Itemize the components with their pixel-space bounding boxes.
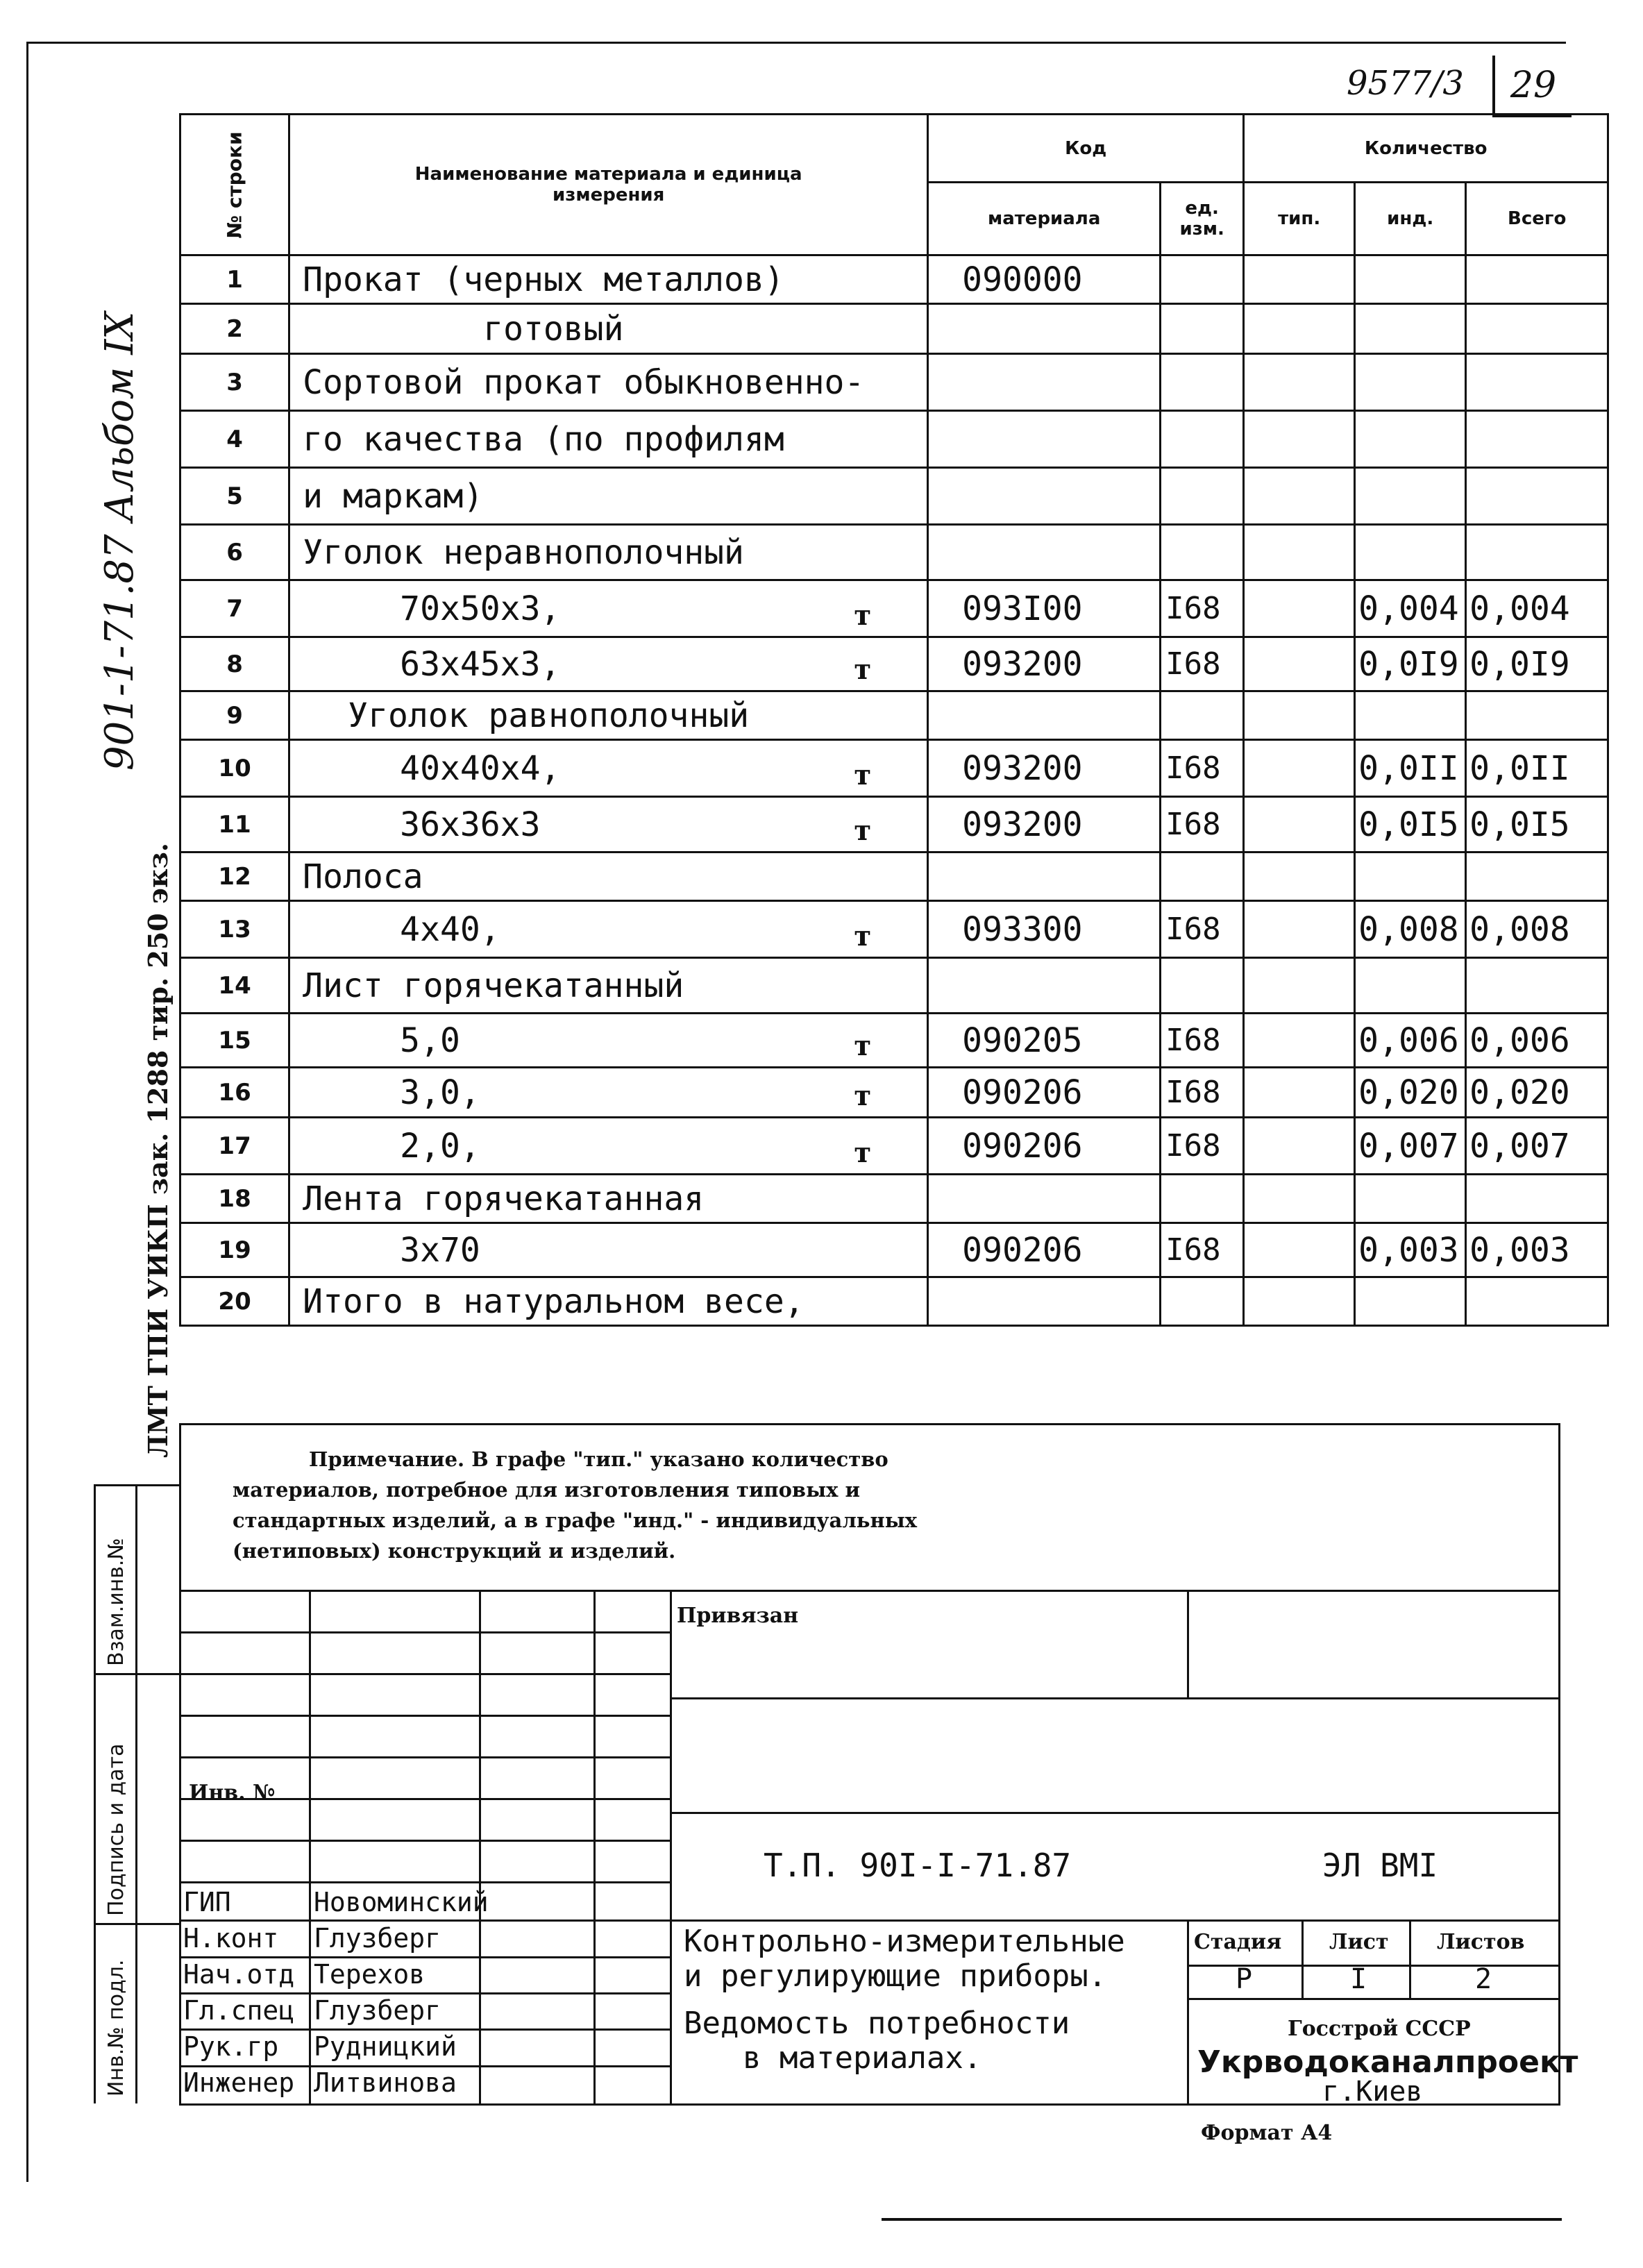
material-code-cell [928,1277,1161,1326]
unit-code-cell [1161,958,1244,1014]
material-name: 40х40х4, [400,748,561,788]
qty-total-cell [1466,304,1608,354]
signatory-name: Литвинова [314,2067,457,2098]
material-name-cell [289,637,928,691]
strip-line [94,1673,179,1675]
archive-stamp: ЛМТ ГПИ УИКП зак. 1288 тир. 250 экз. [142,843,174,1458]
qty-total-cell [1466,958,1608,1014]
tb-line [1187,1590,1189,1697]
qty-total-cell: 0,0I5 [1466,797,1608,852]
material-name-cell [289,852,928,901]
tb-line [1187,1920,1189,2103]
qty-ind-cell: 0,0II [1355,740,1466,797]
unit-code-cell: I68 [1161,1118,1244,1175]
block-line [1558,1423,1560,2103]
material-name-cell [289,1118,928,1175]
tb-line [179,2028,670,2031]
unit-code-cell: I68 [1161,740,1244,797]
row-number-cell: 2 [180,304,289,354]
header-row-no: № строки [180,115,289,255]
unit-label: т [854,653,872,686]
signatory-role: Инженер [183,2067,295,2098]
block-line [179,1423,181,2103]
qty-total-cell: 0,003 [1466,1223,1608,1277]
unit-code-cell: I68 [1161,797,1244,852]
table-row [180,411,1622,468]
material-code-cell: 090206 [928,1223,1161,1277]
tb-line [670,1590,672,2103]
qty-total-cell [1466,354,1608,411]
material-name-cell [289,1175,928,1223]
table-row [180,958,1622,1014]
qty-total-cell [1466,525,1608,580]
row-number-cell: 5 [180,468,289,525]
unit-label: т [854,599,872,632]
note-line: стандартных изделий, а в графе "инд." - индивидуальных [233,1509,918,1532]
doc-subtitle-line: в материалах. [743,2040,982,2076]
qty-total-cell [1466,255,1608,304]
tb-line [179,1715,670,1717]
qty-total-cell: 0,020 [1466,1068,1608,1118]
unit-label: т [854,920,872,952]
stage-value: Р [1236,1963,1253,1995]
qty-ind-cell [1355,525,1466,580]
table-row [180,691,1622,740]
qty-ind-cell: 0,0I9 [1355,637,1466,691]
unit-label: т [854,1080,872,1112]
tb-line [670,1812,1560,1814]
sheet-number: 9577/3 [1347,64,1464,103]
qty-ind-cell [1355,1175,1466,1223]
signatory-role: Рук.гр [183,2031,279,2062]
material-name: 5,0 [400,1020,460,1060]
qty-total-cell: 0,006 [1466,1014,1608,1068]
tb-line [670,1697,1560,1699]
strip-line [94,1923,179,1925]
qty-ind-cell [1355,304,1466,354]
page-number: 29 [1492,56,1572,117]
unit-code-cell: I68 [1161,1223,1244,1277]
qty-total-cell: 0,008 [1466,901,1608,958]
material-code-cell: 090000 [928,255,1161,304]
material-code-cell [928,1175,1161,1223]
strip-line [135,1484,137,2103]
signatory-name: Глузберг [314,1923,441,1954]
header-qty-typ: тип. [1244,183,1355,255]
doc-mark: ЭЛ ВМI [1322,1847,1438,1884]
doc-subtitle-line: Ведомость потребности [684,2006,1070,2041]
sheets-label: Листов [1437,1930,1525,1954]
doc-title-line: Контрольно-измерительные [684,1924,1125,1959]
material-name: 3х70 [400,1230,480,1270]
unit-code-cell: I68 [1161,901,1244,958]
replace-inv-label: Взам.инв.№ [104,1538,128,1666]
format-label: Формат А4 [1201,2121,1333,2145]
doc-code: Т.П. 90I-I-71.87 [764,1847,1072,1884]
sheets-value: 2 [1475,1963,1492,1995]
material-name: Сортовой прокат обыкновенно- [303,362,865,402]
qty-ind-cell [1355,255,1466,304]
tb-line [179,1881,670,1883]
header-name: Наименование материала и единица измерения [289,115,928,255]
table-row [180,580,1622,637]
qty-typ-cell [1244,852,1355,901]
material-name-cell [289,580,928,637]
material-name-cell [289,1068,928,1118]
materials-table [179,113,1622,1327]
table-row [180,1014,1622,1068]
material-name-cell [289,1277,928,1326]
material-name: Прокат (черных металлов) [303,260,784,299]
qty-ind-cell: 0,004 [1355,580,1466,637]
tb-line [1301,1920,1304,1998]
material-name-cell [289,1014,928,1068]
tb-line [179,1920,670,1922]
tb-line [179,1956,670,1958]
material-name: Уголок равнополочный [348,696,750,735]
doc-subtitle [684,2006,1070,2076]
signatory-role: Н.конт [183,1923,279,1954]
material-name: 63х45х3, [400,644,561,684]
material-name-cell [289,468,928,525]
qty-typ-cell [1244,740,1355,797]
qty-ind-cell [1355,852,1466,901]
material-name: 70х50х3, [400,589,561,628]
material-code-cell [928,958,1161,1014]
material-name: 2,0, [400,1126,480,1166]
material-name-cell [289,255,928,304]
material-code-cell [928,468,1161,525]
table-row [180,1277,1622,1326]
material-code-cell [928,411,1161,468]
qty-typ-cell [1244,1175,1355,1223]
row-number-cell: 10 [180,740,289,797]
signature-date-label: Подпись и дата [104,1743,128,1916]
tb-line [179,1631,670,1633]
row-number-cell: 12 [180,852,289,901]
qty-ind-cell: 0,007 [1355,1118,1466,1175]
material-name: го качества (по профилям [303,419,784,459]
unit-code-cell [1161,1175,1244,1223]
doc-title [684,1924,1125,1994]
material-code-cell: 090205 [928,1014,1161,1068]
tb-line [479,1590,481,2103]
qty-typ-cell [1244,1014,1355,1068]
row-number-cell: 7 [180,580,289,637]
qty-typ-cell [1244,304,1355,354]
material-name-cell [289,691,928,740]
qty-ind-cell [1355,958,1466,1014]
bottom-stroke [882,2218,1562,2221]
qty-ind-cell [1355,1277,1466,1326]
material-code-cell [928,304,1161,354]
material-name: 36х36х3 [400,805,541,844]
unit-label: т [854,1136,872,1169]
note-line: (нетиповых) конструкций и изделий. [233,1539,676,1563]
block-line [179,1590,1560,1592]
header-code-group: Код [928,115,1244,183]
tb-line [1409,1920,1411,1998]
signatory-role: ГИП [183,1887,231,1917]
qty-ind-cell: 0,008 [1355,901,1466,958]
material-name-cell [289,958,928,1014]
unit-code-cell [1161,691,1244,740]
qty-ind-cell [1355,691,1466,740]
album-label: 901-1-71.87 Альбом IX [97,311,142,771]
qty-total-cell: 0,0II [1466,740,1608,797]
row-number-cell: 20 [180,1277,289,1326]
row-number-cell: 8 [180,637,289,691]
unit-code-cell [1161,255,1244,304]
note-line: Примечание. В графе "тип." указано количество [309,1447,888,1471]
qty-typ-cell [1244,1118,1355,1175]
table-row [180,1223,1622,1277]
row-number-cell: 4 [180,411,289,468]
unit-code-cell [1161,1277,1244,1326]
qty-ind-cell [1355,411,1466,468]
unit-code-cell [1161,852,1244,901]
unit-code-cell [1161,411,1244,468]
qty-typ-cell [1244,797,1355,852]
material-name: 3,0, [400,1073,480,1112]
unit-code-cell: I68 [1161,1068,1244,1118]
row-number-cell: 9 [180,691,289,740]
qty-total-cell [1466,411,1608,468]
qty-typ-cell [1244,1068,1355,1118]
unit-label: т [854,814,872,847]
qty-total-cell [1466,1277,1608,1326]
header-code-unit: ед. изм. [1161,183,1244,255]
qty-ind-cell: 0,003 [1355,1223,1466,1277]
qty-ind-cell: 0,006 [1355,1014,1466,1068]
table-row [180,740,1622,797]
sheet-value: I [1350,1963,1367,1995]
row-number-cell: 16 [180,1068,289,1118]
material-name: Уголок неравнополочный [303,532,744,572]
unit-code-cell [1161,525,1244,580]
tb-line [179,1756,670,1758]
material-name: Лист горячекатанный [303,966,684,1005]
material-code-cell [928,691,1161,740]
material-name: Полоса [303,857,423,896]
material-code-cell [928,354,1161,411]
qty-typ-cell [1244,958,1355,1014]
material-name-cell [289,411,928,468]
unit-code-cell [1161,354,1244,411]
org-name: Укрводоканалпроект [1197,2044,1578,2080]
material-name-cell [289,740,928,797]
unit-code-cell: I68 [1161,580,1244,637]
material-code-cell [928,852,1161,901]
signatory-name: Глузберг [314,1995,441,2026]
material-name-cell [289,304,928,354]
qty-total-cell [1466,1175,1608,1223]
qty-typ-cell [1244,411,1355,468]
qty-typ-cell [1244,637,1355,691]
table-row [180,797,1622,852]
tb-line [593,1590,596,2103]
table-row [180,852,1622,901]
note [233,1444,1065,1566]
tb-line [309,1590,311,2103]
material-name: и маркам) [303,476,484,516]
tb-line [1187,1998,1560,2000]
qty-typ-cell [1244,525,1355,580]
qty-typ-cell [1244,691,1355,740]
unit-label: т [854,759,872,791]
qty-typ-cell [1244,580,1355,637]
org-parent: Госстрой СССР [1288,2017,1471,2041]
material-code-cell: 093200 [928,797,1161,852]
qty-typ-cell [1244,1223,1355,1277]
qty-typ-cell [1244,354,1355,411]
unit-label: т [854,1030,872,1062]
row-number-cell: 19 [180,1223,289,1277]
qty-total-cell: 0,0I9 [1466,637,1608,691]
unit-code-cell [1161,304,1244,354]
inv-no-label: Инв. № [189,1781,276,1805]
qty-typ-cell [1244,901,1355,958]
qty-total-cell [1466,691,1608,740]
material-name: Лента горячекатанная [303,1179,705,1218]
qty-ind-cell [1355,468,1466,525]
header-qty-ind: инд. [1355,183,1466,255]
table-row [180,525,1622,580]
tb-line [179,1673,670,1675]
material-code-cell: 093I00 [928,580,1161,637]
strip-line [94,1484,96,2103]
row-number-cell: 6 [180,525,289,580]
material-code-cell: 090206 [928,1118,1161,1175]
table-row [180,901,1622,958]
qty-total-cell [1466,468,1608,525]
table-row [180,468,1622,525]
tb-line [670,1920,1560,1922]
row-number-cell: 11 [180,797,289,852]
material-code-cell: 093300 [928,901,1161,958]
material-name-cell [289,1223,928,1277]
row-number-cell: 14 [180,958,289,1014]
qty-ind-cell: 0,020 [1355,1068,1466,1118]
material-name: готовый [483,309,624,348]
original-inv-label: Инв.№ подл. [104,1959,128,2097]
signatory-role: Нач.отд [183,1959,295,1990]
table-row [180,304,1622,354]
material-code-cell: 093200 [928,740,1161,797]
material-name-cell [289,901,928,958]
material-name-cell [289,525,928,580]
unit-code-cell [1161,468,1244,525]
stage-label: Стадия [1194,1930,1282,1954]
row-number-cell: 15 [180,1014,289,1068]
qty-typ-cell [1244,468,1355,525]
table-row [180,255,1622,304]
row-number-cell: 18 [180,1175,289,1223]
qty-total-cell: 0,004 [1466,580,1608,637]
sheet-label: Лист [1329,1930,1389,1954]
signatory-name: Новоминский [314,1887,489,1917]
header-code-material: материала [928,183,1161,255]
tb-line [179,1840,670,1842]
tb-line [179,1992,670,1994]
qty-total-cell: 0,007 [1466,1118,1608,1175]
row-number-cell: 13 [180,901,289,958]
material-code-cell: 090206 [928,1068,1161,1118]
header-qty-group: Количество [1244,115,1608,183]
row-number-cell: 17 [180,1118,289,1175]
qty-ind-cell: 0,0I5 [1355,797,1466,852]
material-code-cell: 093200 [928,637,1161,691]
signatory-role: Гл.спец [183,1995,295,2026]
row-number-cell: 3 [180,354,289,411]
material-name-cell [289,797,928,852]
signatory-name: Терехов [314,1959,426,1990]
qty-total-cell [1466,852,1608,901]
table-row [180,637,1622,691]
qty-ind-cell [1355,354,1466,411]
table-row [180,1118,1622,1175]
material-name: Итого в натуральном весе, [303,1282,804,1321]
qty-typ-cell [1244,1277,1355,1326]
row-number-cell: 1 [180,255,289,304]
signatory-name: Рудницкий [314,2031,457,2062]
qty-typ-cell [1244,255,1355,304]
org-city: г.Киев [1322,2076,1423,2108]
table-row [180,1068,1622,1118]
doc-title-line: и регулирующие приборы. [684,1958,1107,1994]
header-qty-total: Всего [1466,183,1608,255]
note-line: материалов, потребное для изготовления типовых и [233,1478,861,1502]
block-line [179,1423,1560,1425]
linked-label: Привязан [677,1604,799,1628]
material-name: 4х40, [400,909,500,949]
material-name-cell [289,354,928,411]
table-row [180,354,1622,411]
table-row [180,1175,1622,1223]
strip-line [94,1484,179,1486]
material-code-cell [928,525,1161,580]
unit-code-cell: I68 [1161,1014,1244,1068]
unit-code-cell: I68 [1161,637,1244,691]
